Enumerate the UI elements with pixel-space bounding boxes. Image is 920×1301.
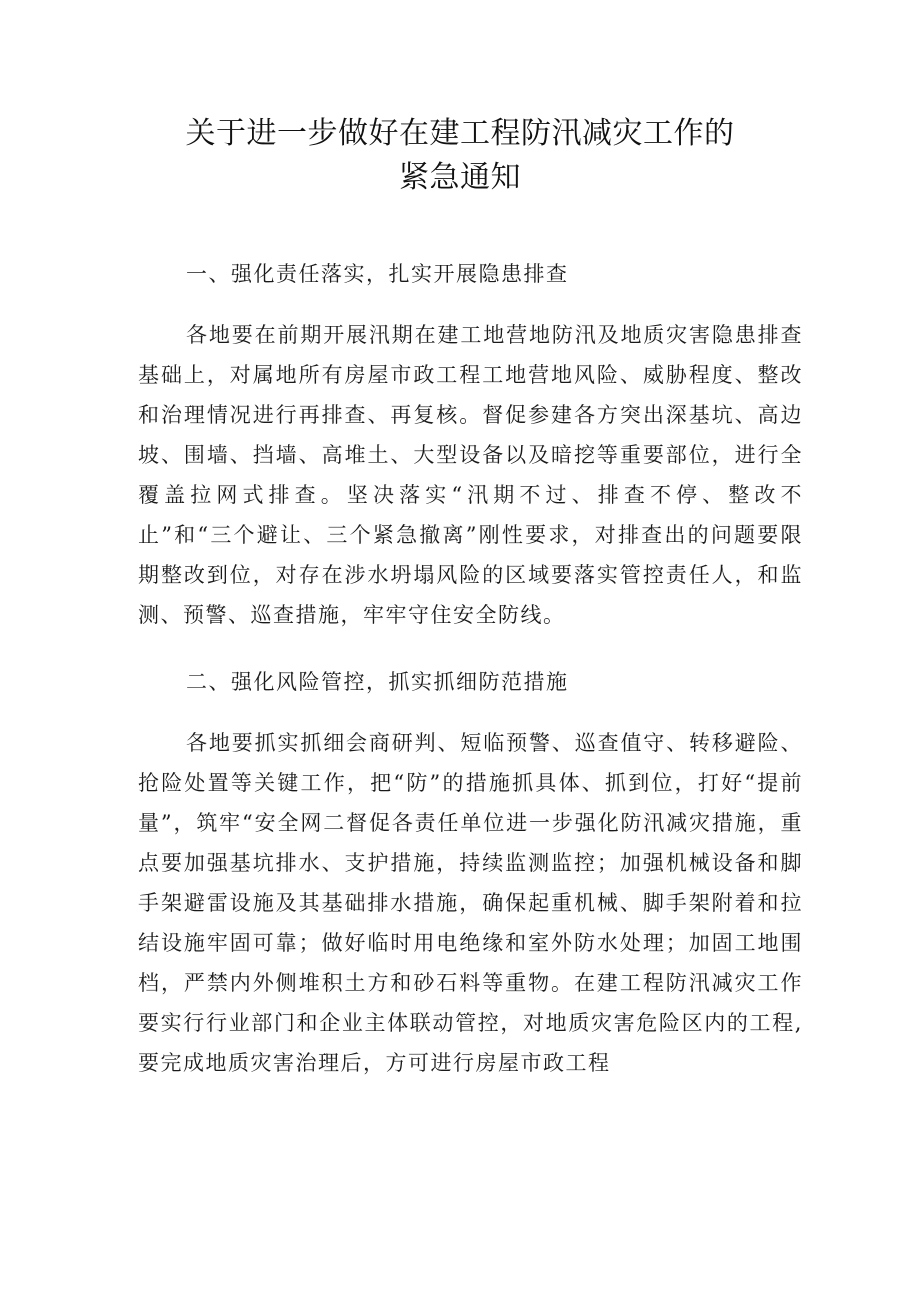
document-body <box>138 254 803 1083</box>
section-2-paragraph: 各地要抓实抓细会商研判、短临预警、巡查值守、转移避险、抢险处置等关键工作，把“防”的措施抓具体、抓到位，打好“提前量”，筑牢“安全网二督促各责任单位进一步强化防汛减灾措施，重点要加强基坑排水、支护措施，持续监测监控；加强机械设备和脚手架避雷设施及其基础排水措施，确保起重机械、脚手架附着和拉结设施牢固可靠；做好临时用电绝缘和室外防水处理；加固工地围档，严禁内外侧堆积土方和砂石料等重物。在建工程防汛减灾工作要实行行业部门和企业主体联动管控，对地质灾害危险区内的工程,要完成地质灾害治理后，方可进行房屋市政工程 <box>138 731 803 1075</box>
title-line-2: 紧急通知 <box>399 160 521 195</box>
title-line-1: 关于进一步做好在建工程防汛减灾工作的 <box>185 116 735 151</box>
document-title <box>0 112 920 200</box>
section-2-heading: 二、强化风险管控，抓实抓细防范措施 <box>186 670 569 694</box>
section-1-paragraph: 各地要在前期开展汛期在建工地营地防汛及地质灾害隐患排查基础上，对属地所有房屋市政工程工地营地风险、威胁程度、整改和治理情况进行再排查、再复核。督促参建各方突出深基坑、高边坡、围墙、挡墙、高堆土、大型设备以及暗挖等重要部位，进行全覆盖拉网式排查。坚决落实“汛期不过、排查不停、整改不止”和“三个避让、三个紧急撤离”刚性要求，对排查出的问题要限期整改到位，对存在涉水坍塌风险的区域要落实管控责任人，和监测、预警、巡查措施，牢牢守住安全防线。 <box>138 323 803 627</box>
section-1-heading: 一、强化责任落实，扎实开展隐患排查 <box>186 262 569 286</box>
